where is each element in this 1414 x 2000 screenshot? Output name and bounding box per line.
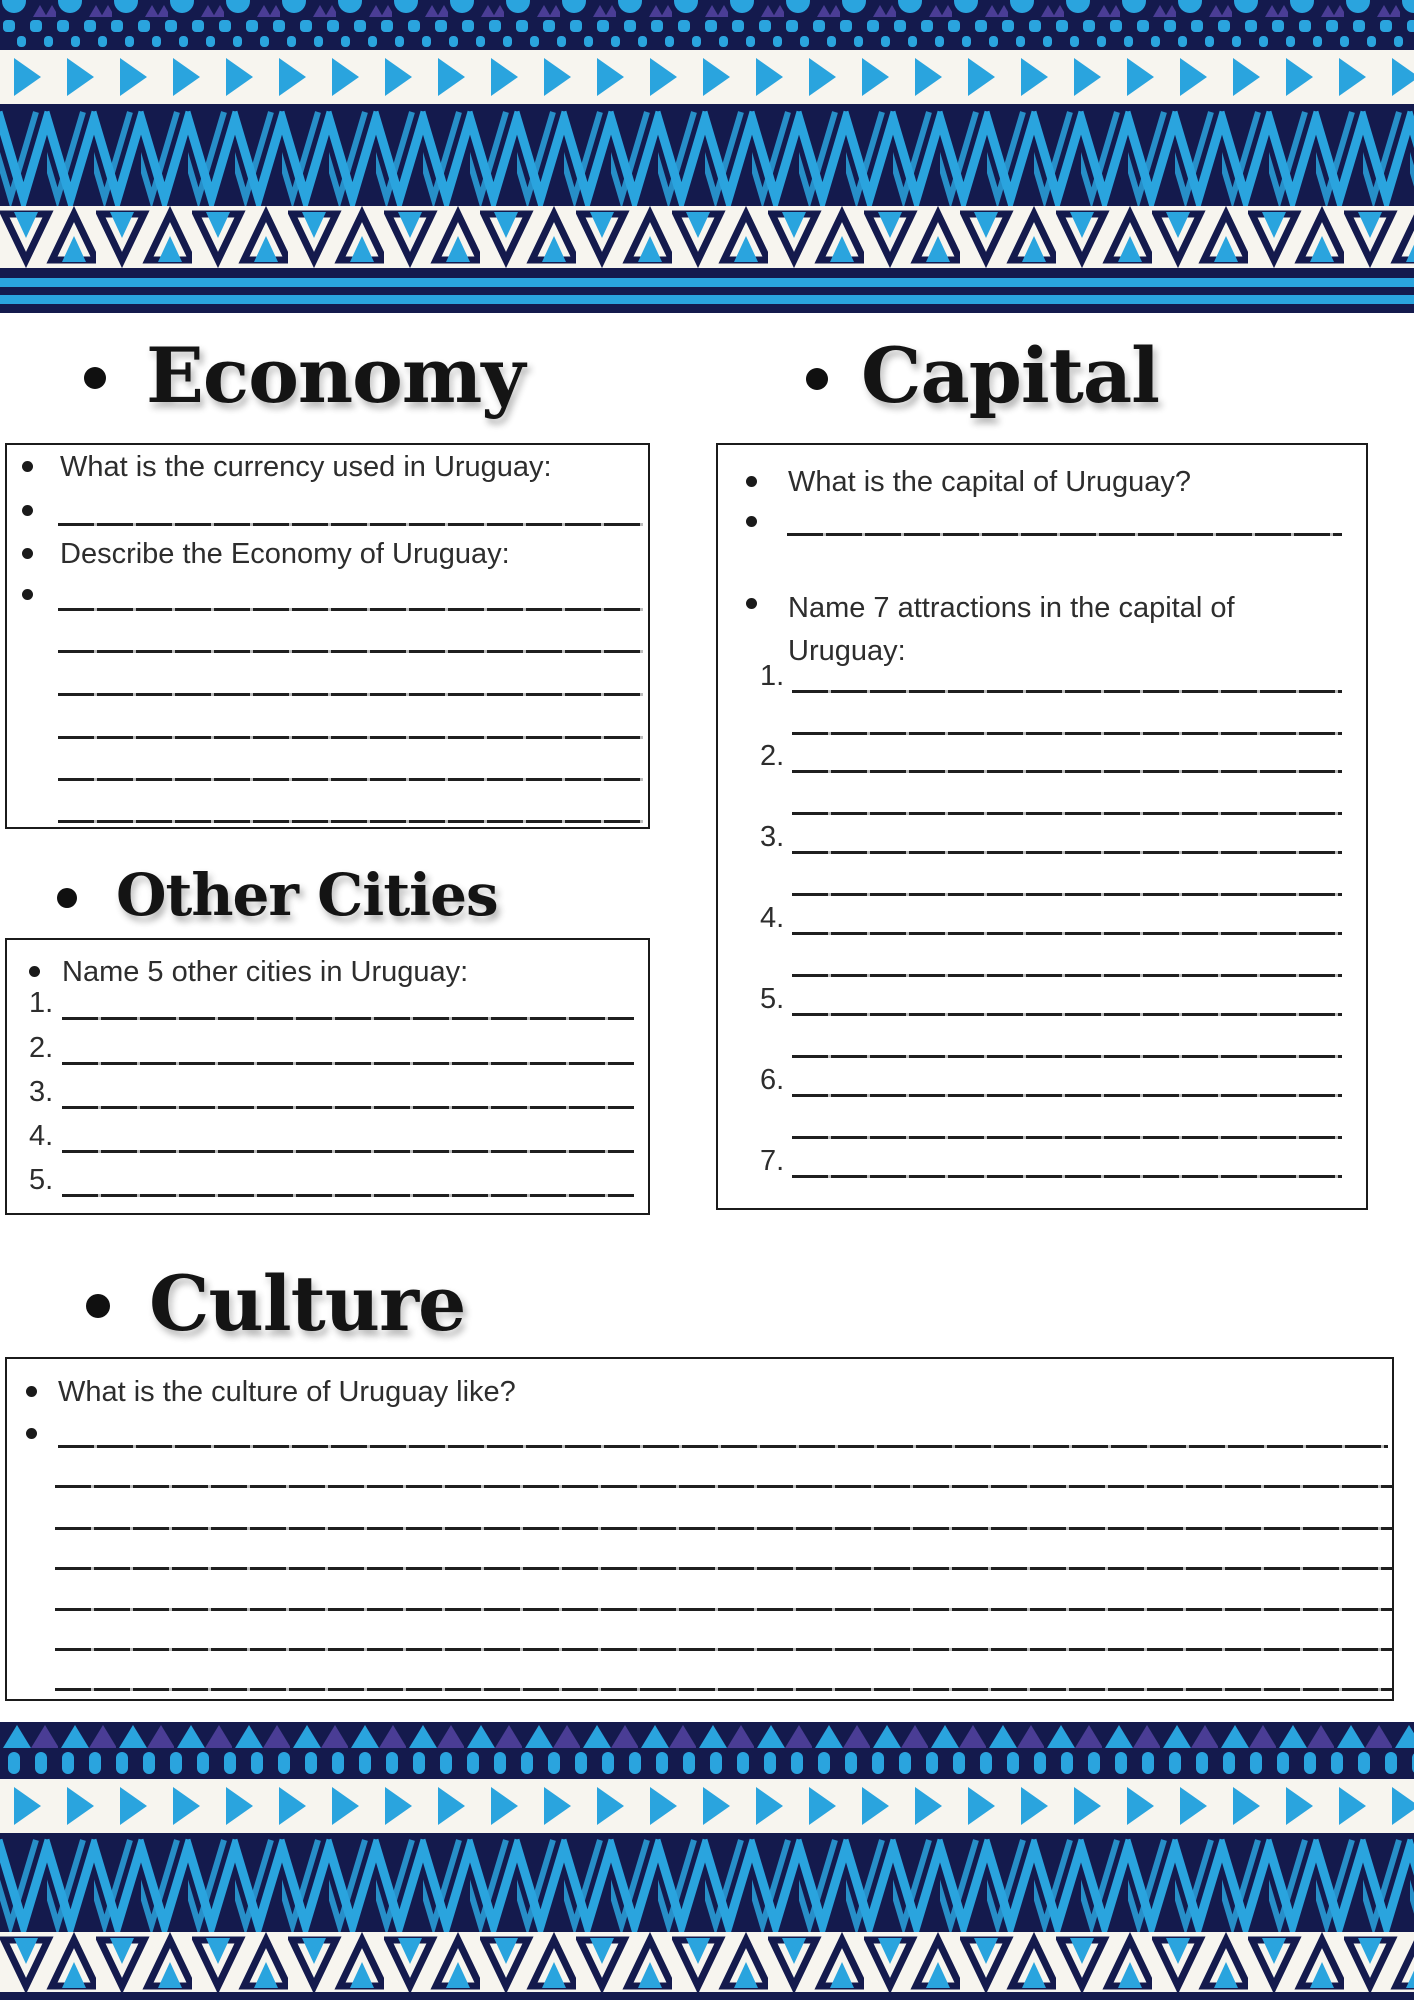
item-number: 5. (760, 983, 785, 1015)
culture-bullet-icon (86, 1294, 110, 1318)
capital-box (716, 443, 1368, 1210)
attractions-question-line2: Uruguay: (788, 635, 906, 667)
bullet-icon (22, 461, 33, 472)
answer-line[interactable] (55, 1485, 1392, 1488)
item-number: 1. (760, 660, 785, 692)
answer-line[interactable] (58, 736, 643, 739)
attractions-question-line1: Name 7 attractions in the capital of (788, 592, 1235, 624)
bullet-icon (22, 589, 33, 600)
answer-line[interactable] (62, 1062, 634, 1065)
answer-line[interactable] (787, 533, 1342, 536)
zigzag-band (0, 104, 1414, 206)
answer-line[interactable] (55, 1688, 1392, 1691)
arrow-band (0, 50, 1414, 104)
bullet-icon (29, 966, 40, 977)
answer-line[interactable] (55, 1567, 1392, 1570)
answer-line[interactable] (62, 1017, 634, 1020)
other-cities-bullet-icon (57, 888, 77, 908)
answer-line[interactable] (792, 1055, 1342, 1058)
answer-line[interactable] (792, 932, 1342, 935)
answer-line[interactable] (58, 608, 643, 611)
item-number: 5. (29, 1164, 54, 1196)
culture-heading: Culture (149, 1259, 466, 1348)
bullet-icon (26, 1428, 37, 1439)
economy-question-currency: What is the currency used in Uruguay: (60, 451, 552, 483)
economy-question-describe: Describe the Economy of Uruguay: (60, 538, 510, 570)
capital-heading: Capital (861, 331, 1159, 420)
answer-line[interactable] (58, 523, 643, 526)
answer-line[interactable] (58, 820, 643, 823)
arrow-band (0, 1779, 1414, 1833)
answer-line[interactable] (62, 1194, 634, 1197)
bottom-ikat-border-pattern (0, 1722, 1414, 2000)
dash-band (0, 17, 1414, 50)
answer-line[interactable] (55, 1648, 1392, 1651)
triangle-up-band (0, 1722, 1414, 1748)
answer-line[interactable] (58, 693, 643, 696)
answer-line[interactable] (792, 770, 1342, 773)
culture-question: What is the culture of Uruguay like? (58, 1376, 516, 1408)
other-cities-question: Name 5 other cities in Uruguay: (62, 956, 469, 988)
answer-line[interactable] (58, 1445, 1388, 1448)
answer-line[interactable] (55, 1527, 1392, 1530)
dash-band (0, 1748, 1414, 1779)
answer-line[interactable] (792, 812, 1342, 815)
bullet-icon (746, 598, 757, 609)
answer-line[interactable] (792, 1136, 1342, 1139)
item-number: 1. (29, 987, 54, 1019)
answer-line[interactable] (62, 1150, 634, 1153)
answer-line[interactable] (792, 974, 1342, 977)
triangle-ikat-band (0, 206, 1414, 268)
bullet-icon (22, 548, 33, 559)
answer-line[interactable] (792, 1094, 1342, 1097)
capital-bullet-icon (806, 368, 828, 390)
answer-line[interactable] (792, 851, 1342, 854)
other-cities-box (5, 938, 650, 1215)
answer-line[interactable] (55, 1608, 1392, 1611)
stripe-band (0, 268, 1414, 313)
culture-box (5, 1357, 1394, 1701)
item-number: 2. (29, 1032, 54, 1064)
other-cities-heading: Other Cities (116, 861, 498, 929)
bullet-icon (746, 516, 757, 527)
answer-line[interactable] (792, 1175, 1342, 1178)
bullet-icon (746, 476, 757, 487)
item-number: 3. (760, 821, 785, 853)
item-number: 2. (760, 740, 785, 772)
economy-heading: Economy (146, 331, 525, 420)
bullet-icon (22, 505, 33, 516)
answer-line[interactable] (792, 1013, 1342, 1016)
top-ikat-border-pattern (0, 0, 1414, 313)
item-number: 4. (29, 1120, 54, 1152)
triangle-ikat-band (0, 1932, 1414, 1992)
capital-question: What is the capital of Uruguay? (788, 466, 1191, 498)
economy-box (5, 443, 650, 829)
item-number: 6. (760, 1064, 785, 1096)
bullet-icon (26, 1386, 37, 1397)
navy-strip (0, 1992, 1414, 2000)
item-number: 7. (760, 1145, 785, 1177)
answer-line[interactable] (58, 650, 643, 653)
item-number: 4. (760, 902, 785, 934)
item-number: 3. (29, 1076, 54, 1108)
attractions-question (788, 587, 1368, 673)
zigzag-band (0, 1833, 1414, 1932)
answer-line[interactable] (58, 778, 643, 781)
circle-band (0, 0, 1414, 17)
economy-bullet-icon (84, 367, 106, 389)
answer-line[interactable] (62, 1106, 634, 1109)
answer-line[interactable] (792, 690, 1342, 693)
answer-line[interactable] (792, 732, 1342, 735)
answer-line[interactable] (792, 893, 1342, 896)
